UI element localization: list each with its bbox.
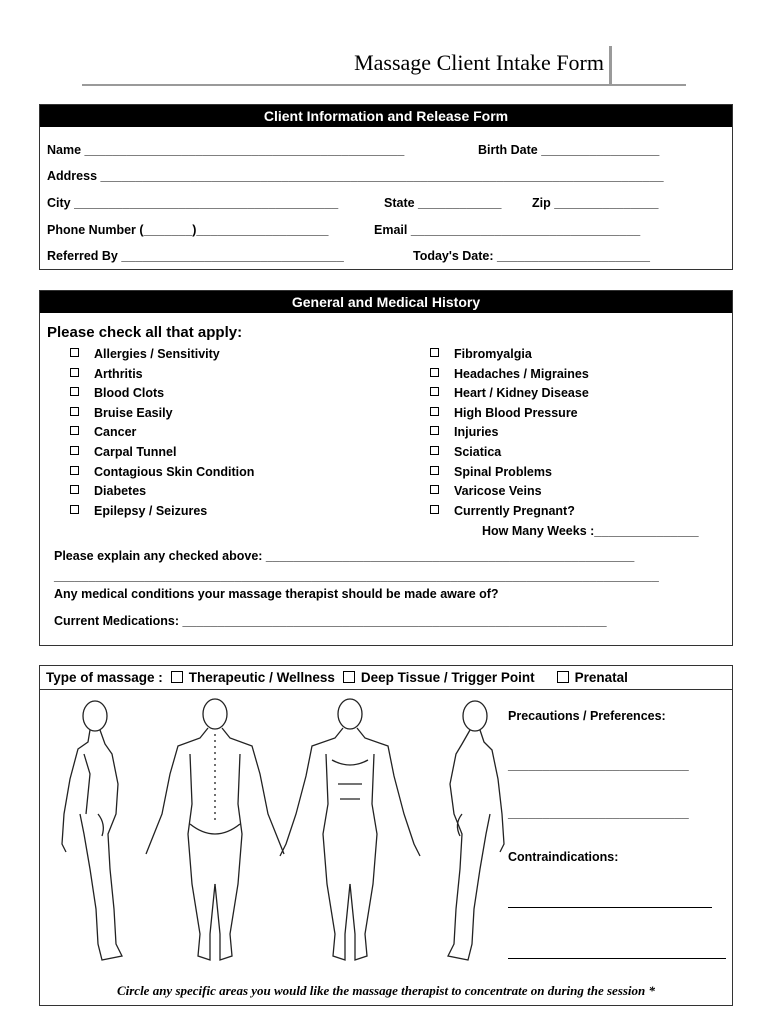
condition-label: Injuries: [454, 425, 499, 440]
condition-item[interactable]: [430, 386, 589, 400]
condition-checkbox[interactable]: [430, 485, 439, 494]
contraindications-line-2[interactable]: [508, 958, 726, 959]
condition-label: Cancer: [94, 425, 137, 440]
client-info-header: Client Information and Release Form: [40, 105, 732, 127]
condition-checkbox[interactable]: [70, 505, 79, 514]
option-prenatal: Prenatal: [574, 670, 628, 685]
address-field[interactable]: Address _________________________________________________________________________________: [47, 169, 664, 183]
condition-item[interactable]: [430, 367, 589, 381]
condition-checkbox[interactable]: [430, 505, 439, 514]
condition-label: Varicose Veins: [454, 484, 542, 499]
title-accent-bar: [609, 46, 612, 86]
condition-item[interactable]: [70, 445, 176, 459]
body-figure-side-right[interactable]: [448, 701, 504, 960]
condition-item[interactable]: [430, 484, 542, 498]
precautions-line-2[interactable]: __________________________: [508, 806, 689, 820]
body-figure-front[interactable]: [280, 699, 420, 960]
condition-item[interactable]: [70, 504, 207, 518]
condition-label: Headaches / Migraines: [454, 366, 589, 381]
condition-checkbox[interactable]: [70, 407, 79, 416]
condition-label: Bruise Easily: [94, 405, 173, 420]
state-field[interactable]: State ____________: [384, 196, 502, 210]
condition-item[interactable]: [430, 445, 501, 459]
condition-checkbox[interactable]: [430, 466, 439, 475]
prenatal-checkbox[interactable]: [557, 671, 569, 683]
medications-field[interactable]: Current Medications: _____________________________________________________________: [54, 614, 607, 628]
condition-checkbox[interactable]: [70, 387, 79, 396]
condition-item[interactable]: [70, 406, 173, 420]
precautions-line-1[interactable]: __________________________: [508, 758, 689, 772]
condition-label: Fibromyalgia: [454, 347, 532, 361]
body-diagram[interactable]: [50, 694, 510, 984]
condition-label: Blood Clots: [94, 386, 165, 401]
body-figure-back[interactable]: [146, 699, 284, 960]
referred-by-field[interactable]: Referred By ________________________________: [47, 249, 344, 263]
condition-checkbox[interactable]: [70, 446, 79, 455]
condition-checkbox[interactable]: [70, 426, 79, 435]
condition-item[interactable]: [430, 465, 552, 479]
medical-history-section: [39, 290, 733, 646]
medical-header: General and Medical History: [40, 291, 732, 313]
condition-checkbox[interactable]: [430, 426, 439, 435]
condition-label: Epilepsy / Seizures: [94, 503, 208, 518]
name-field[interactable]: Name ______________________________________________: [47, 143, 405, 157]
condition-label: Heart / Kidney Disease: [454, 386, 589, 401]
condition-checkbox[interactable]: [70, 368, 79, 377]
condition-label: Diabetes: [94, 484, 147, 499]
massage-type-row: [40, 666, 732, 690]
option-therapeutic: Therapeutic / Wellness: [188, 670, 335, 685]
therapeutic-checkbox[interactable]: [171, 671, 183, 683]
condition-item[interactable]: [70, 425, 136, 439]
email-field[interactable]: Email _________________________________: [374, 223, 641, 237]
condition-item[interactable]: [70, 367, 143, 381]
condition-item[interactable]: [70, 386, 164, 400]
condition-item[interactable]: [70, 465, 254, 479]
condition-item[interactable]: [70, 484, 146, 498]
explain-continuation[interactable]: _______________________________________________________________________________________: [54, 569, 659, 583]
condition-item[interactable]: [430, 504, 575, 518]
city-field[interactable]: City ______________________________________: [47, 196, 339, 210]
condition-label: Carpal Tunnel: [94, 445, 177, 459]
condition-label: Arthritis: [94, 366, 143, 381]
option-deep-tissue: Deep Tissue / Trigger Point: [360, 670, 535, 685]
contraindications-line-1[interactable]: [508, 907, 712, 908]
condition-checkbox[interactable]: [430, 348, 439, 357]
condition-checkbox[interactable]: [70, 466, 79, 475]
condition-checkbox[interactable]: [430, 446, 439, 455]
deep-tissue-checkbox[interactable]: [343, 671, 355, 683]
weeks-field[interactable]: How Many Weeks :_______________: [482, 524, 699, 538]
precautions-label: Precautions / Preferences:: [508, 709, 666, 723]
condition-item[interactable]: [430, 425, 498, 439]
body-figure-side-left[interactable]: [62, 701, 122, 960]
explain-field[interactable]: Please explain any checked above: _____________________________________________________: [54, 549, 635, 563]
check-prompt: Please check all that apply:: [47, 324, 243, 341]
contraindications-label: Contraindications:: [508, 850, 619, 864]
condition-item[interactable]: [430, 406, 578, 420]
massage-section: [39, 665, 733, 1006]
condition-item[interactable]: [430, 347, 532, 361]
condition-checkbox[interactable]: [430, 368, 439, 377]
zip-field[interactable]: Zip _______________: [532, 196, 659, 210]
phone-field[interactable]: Phone Number (_______)___________________: [47, 223, 329, 237]
massage-type-label: Type of massage :: [46, 670, 163, 685]
condition-checkbox[interactable]: [430, 407, 439, 416]
conditions-question: Any medical conditions your massage therapist should be made aware of?: [54, 587, 499, 601]
birth-date-field[interactable]: Birth Date _________________: [478, 143, 660, 157]
title-rule: [82, 50, 686, 86]
condition-item[interactable]: [70, 347, 220, 361]
condition-checkbox[interactable]: [70, 485, 79, 494]
diagram-caption: Circle any specific areas you would like the massage therapist to concentrate on during the session *: [116, 983, 656, 998]
condition-label: Currently Pregnant?: [454, 503, 575, 518]
client-info-section: [39, 104, 733, 270]
condition-label: Spinal Problems: [454, 464, 552, 479]
condition-label: High Blood Pressure: [454, 405, 578, 420]
condition-label: Allergies / Sensitivity: [94, 347, 220, 361]
todays-date-field[interactable]: Today's Date: ______________________: [413, 249, 650, 263]
condition-label: Contagious Skin Condition: [94, 464, 255, 479]
condition-label: Sciatica: [454, 445, 502, 459]
condition-checkbox[interactable]: [70, 348, 79, 357]
condition-checkbox[interactable]: [430, 387, 439, 396]
page-title: Massage Client Intake Form: [354, 50, 604, 75]
